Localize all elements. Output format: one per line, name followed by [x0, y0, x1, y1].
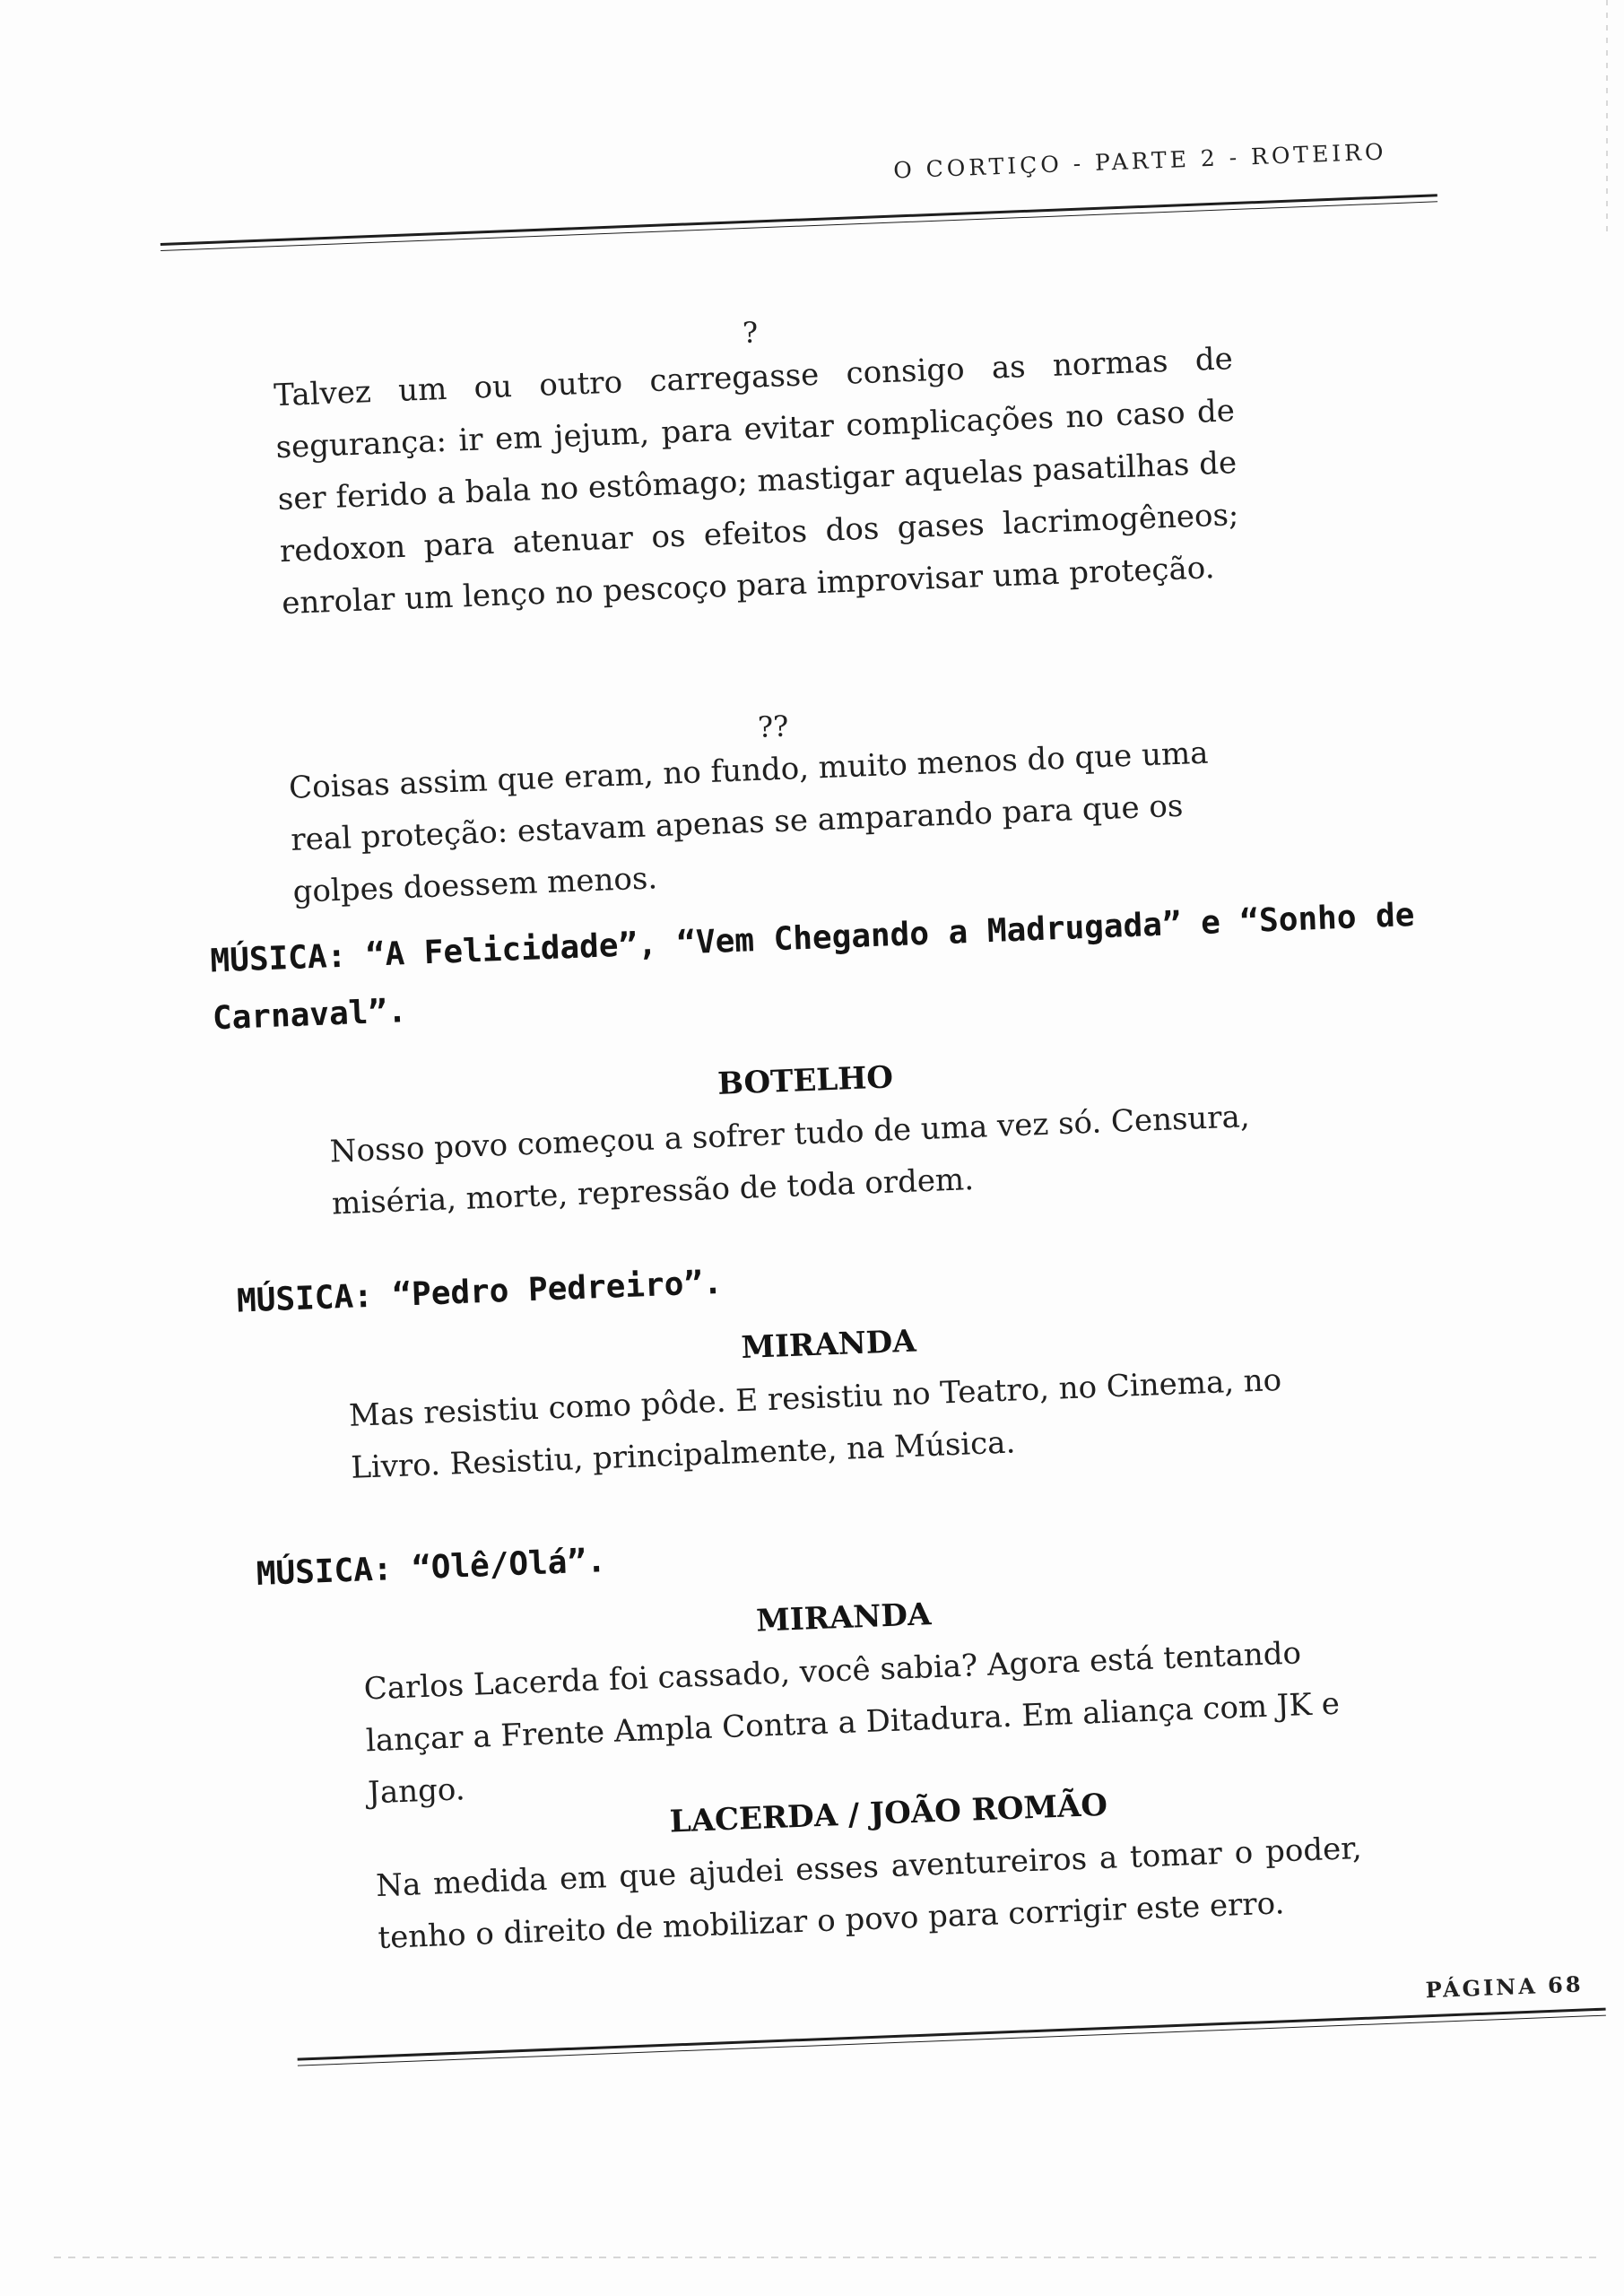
header-rule-bottom — [161, 201, 1437, 251]
speaker-miranda-1: MIRANDA — [740, 1323, 917, 1367]
narration-paragraph-1: Talvez um ou outro carregasse consigo as normas de segurança: ir em jejum, para evitar complicações no caso de ser ferido a bala no estômago; mastigar aquelas pasatilhas de redoxon para atenuar os efeitos dos gases lacrimogêneos; enrolar um lenço no pescoço para improvisar uma proteção. — [273, 341, 1240, 622]
dialogue-botelho: Nosso povo começou a sofrer tudo de uma vez só. Censura, miséria, morte, repressão de toda ordem. — [329, 1099, 1251, 1222]
section-marker-2: ?? — [757, 709, 790, 744]
scan-edge-right — [1606, 0, 1608, 233]
speaker-miranda-2: MIRANDA — [755, 1596, 933, 1639]
narration-paragraph-2: Coisas assim que eram, no fundo, muito menos do que uma real proteção: estavam apenas se amparando para que os golpes doessem menos. — [288, 735, 1210, 910]
speaker-lacerda-joao-romao: LACERDA / JOÃO ROMÃO — [669, 1787, 1108, 1840]
dialogue-miranda-2: Carlos Lacerda foi cassado, você sabia? Agora está tentando lançar a Frente Ampla Contra a Ditadura. Em aliança com JK e Jango. — [363, 1635, 1341, 1812]
footer-rule-bottom — [298, 2015, 1606, 2066]
music-cue-3: MÚSICA: “Olê/Olá”. — [256, 1543, 607, 1593]
header-rule-top — [161, 194, 1437, 246]
dialogue-lacerda-joao-romao: Na medida em que ajudei esses aventureiros a tomar o poder, tenho o direito de mobilizar o povo para corrigir este erro. — [375, 1830, 1363, 1957]
footer-rule-top — [298, 2008, 1606, 2061]
header-title: O CORTIÇO - PARTE 2 - ROTEIRO — [892, 138, 1387, 184]
dialogue-miranda-1: Mas resistiu como pôde. E resistiu no Teatro, no Cinema, no Livro. Resistiu, principalmente, na Música. — [348, 1361, 1282, 1486]
music-cue-2: MÚSICA: “Pedro Pedreiro”. — [236, 1264, 724, 1320]
speaker-botelho: BOTELHO — [716, 1059, 894, 1102]
music-cue-1: MÚSICA: “A Felicidade”, “Vem Chegando a Madrugada” e “Sonho de Carnaval”. — [209, 896, 1416, 1038]
section-marker-1: ? — [742, 315, 760, 351]
page-number-label: PÁGINA 68 — [1425, 1970, 1585, 2004]
